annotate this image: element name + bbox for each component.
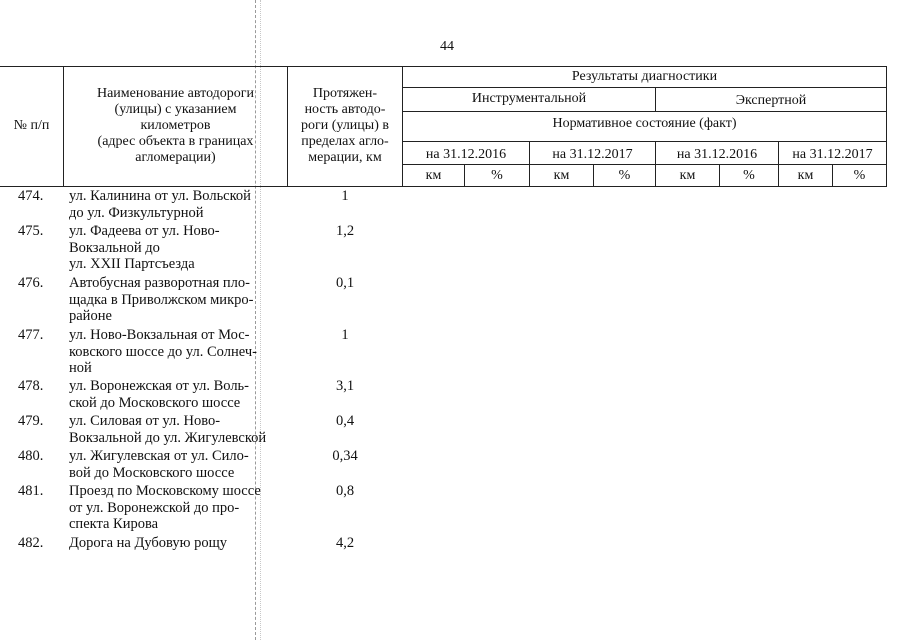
unit-percent: % [618, 168, 631, 183]
unit-km: км [679, 168, 696, 183]
road-length: 0,1 [335, 275, 355, 291]
header-instrumental: Инструментальной [471, 91, 587, 106]
row-number: 479. [18, 413, 44, 429]
road-name: ул. Ново-Вокзальная от Мос- ковского шоссе до ул. Солнеч- ной [69, 327, 257, 377]
page-number: 44 [440, 39, 454, 54]
road-length: 1 [341, 188, 349, 204]
header-normative: Нормативное состояние (факт) [552, 116, 737, 131]
row-number: 481. [18, 483, 44, 499]
row-number: 477. [18, 327, 44, 343]
unit-km: км [553, 168, 570, 183]
road-name: ул. Жигулевская от ул. Сило- вой до Московского шоссе [69, 448, 249, 481]
road-length: 3,1 [335, 378, 355, 394]
road-name: Дорога на Дубовую рощу [69, 535, 228, 551]
road-length: 1 [341, 327, 349, 343]
header-date-4: на 31.12.2017 [792, 147, 873, 162]
road-name: ул. Воронежская от ул. Воль- ской до Московского шоссе [69, 378, 249, 411]
unit-km: км [425, 168, 442, 183]
road-name: ул. Калинина от ул. Вольской до ул. Физкультурной [69, 188, 251, 221]
road-length: 4,2 [335, 535, 355, 551]
road-name: Проезд по Московскому шоссе от ул. Воронежской до про- спекта Кирова [69, 483, 261, 533]
row-number: 476. [18, 275, 44, 291]
unit-km: км [797, 168, 814, 183]
unit-percent: % [853, 168, 866, 183]
unit-percent: % [491, 168, 503, 183]
header-num: № п/п [13, 118, 50, 133]
road-length: 0,8 [335, 483, 355, 499]
unit-percent: % [743, 168, 755, 183]
row-number: 475. [18, 223, 44, 239]
header-length-col: Протяжен- ность автодо- роги (улицы) в пределах агло- мерации, км [301, 86, 389, 165]
row-number: 474. [18, 188, 44, 204]
header-name-col: Наименование автодороги (улицы) с указанием километров (адрес объекта в границах агломерации) [96, 86, 255, 165]
row-number: 478. [18, 378, 44, 394]
row-number: 480. [18, 448, 44, 464]
road-length: 1,2 [335, 223, 355, 239]
header-expert: Экспертной [735, 93, 807, 108]
header-results: Результаты диагностики [571, 69, 718, 84]
road-name: Автобусная разворотная пло- щадка в Приволжском микро- районе [69, 275, 254, 325]
row-number: 482. [18, 535, 44, 551]
header-date-1: на 31.12.2016 [425, 147, 507, 162]
road-length: 0,34 [332, 448, 358, 464]
header-date-3: на 31.12.2016 [676, 147, 758, 162]
road-name: ул. Силовая от ул. Ново- Вокзальной до ул. Жигулевской [69, 413, 267, 446]
header-date-2: на 31.12.2017 [552, 147, 633, 162]
road-length: 0,4 [335, 413, 355, 429]
table-header [0, 66, 887, 187]
road-name: ул. Фадеева от ул. Ново- Вокзальной до ул. XXII Партсъезда [69, 223, 220, 273]
